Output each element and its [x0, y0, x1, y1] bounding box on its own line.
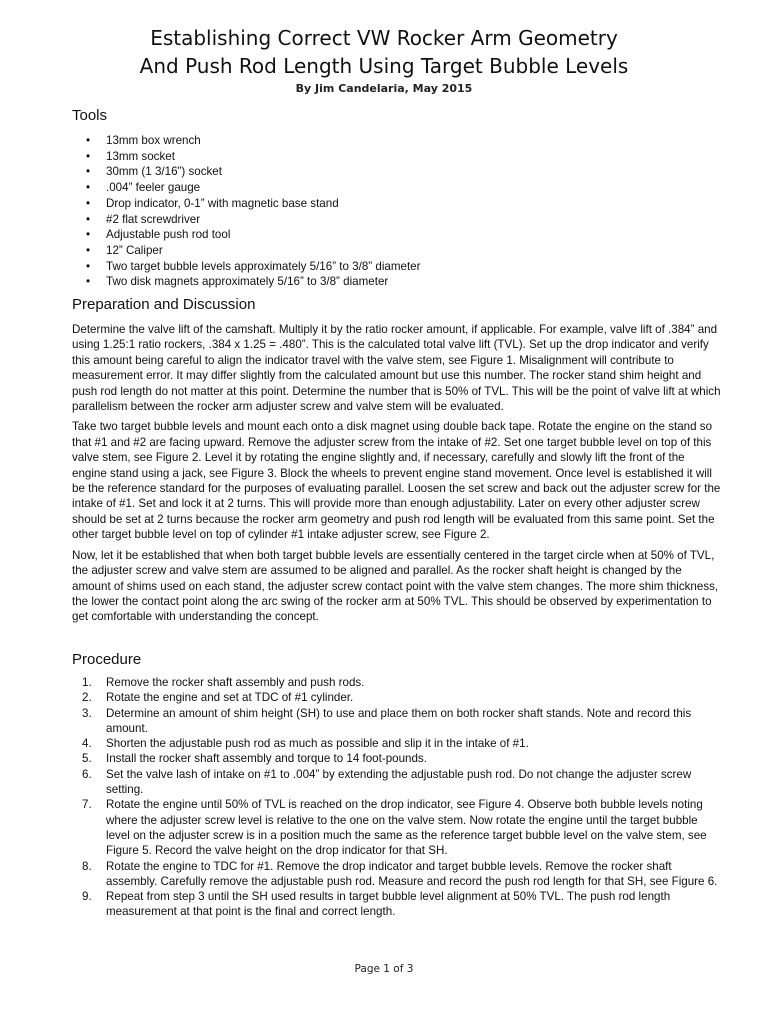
list-item [72, 889, 722, 920]
step-text: Rotate the engine and set at TDC of #1 cylinder. [106, 691, 354, 705]
list-item [72, 736, 722, 751]
paragraph: Take two target bubble levels and mount each onto a disk magnet using double back tape. Rotate the engine on the stand so that #1 and #2 are facing upward. Remove the adjuster screw from the intake of #2. Set one target bubble level on top of this valve stem, see Figure 2. Level it by rotating the engine slightly and, if necessary, carefully and slowly lift the front of the engine stand using a jack, see Figure 3. Block the wheels to prevent engine stand movement. Once level is established it will be the reference standard for the purposes of evaluating parallel. Loosen the set screw and back out the adjuster screw for the intake of #1. Set and lock it at 2 turns. This will provide more than enough adjustability. Later on every other adjuster screw should be set at 2 turns because the rocker arm geometry and push rod length will be evaluated from this same point. Set the other target bubble level on top of cylinder #1 intake adjuster screw, see Figure 2. [72, 420, 721, 542]
bullet-icon: • [86, 275, 91, 289]
list-item [72, 274, 672, 290]
bullet-icon: • [86, 228, 91, 242]
author-byline: By Jim Candelaria, May 2015 [295, 82, 473, 95]
list-item [72, 133, 672, 149]
tool-item-text: #2 flat screwdriver [106, 212, 201, 226]
paragraph: Determine the valve lift of the camshaft. Multiply it by the ratio rocker amount, if applicable. For example, valve lift of .384” and using 1.25:1 ratio rockers, .384 x 1.25 = .480”. This is the calculated total valve lift (TVL). Set up the drop indicator and verify this amount being careful to align the indicator travel with the valve stem, see Figure 1. Misalignment will contribute to measurement error. It may differ slightly from the calculated amount but use this number. The rocker stand shim height and push rod length do not matter at this point. Determine the number that is 50% of TVL. This will be the point of valve lift at which parallelism between the rocker arm adjuster screw and valve stem will be evaluated. [72, 323, 721, 414]
step-number: 6. [82, 767, 92, 781]
list-item [72, 751, 722, 766]
tools-heading: Tools [72, 107, 108, 124]
list-item [72, 243, 672, 259]
tools-list [72, 133, 672, 290]
procedure-list [72, 675, 722, 920]
bullet-icon: • [86, 149, 91, 163]
list-item [72, 690, 722, 705]
list-item [72, 706, 722, 737]
document-title-line-2: And Push Rod Length Using Target Bubble Levels [139, 54, 629, 78]
step-number: 7. [82, 798, 92, 812]
list-item [72, 859, 722, 890]
list-item [72, 797, 722, 858]
bullet-icon: • [86, 259, 91, 273]
list-item [72, 259, 672, 275]
bullet-icon: • [86, 181, 91, 195]
step-number: 4. [82, 737, 92, 751]
list-item [72, 196, 672, 212]
tool-item-text: Drop indicator, 0-1” with magnetic base stand [106, 196, 339, 210]
step-text: Rotate the engine to TDC for #1. Remove the drop indicator and target bubble levels. Remove the rocker shaft assembly. Carefully remove the adjustable push rod. Measure and record the push rod length for that SH, see Figure 6. [106, 859, 718, 888]
tool-item-text: 30mm (1 3/16”) socket [106, 165, 222, 179]
bullet-icon: • [86, 212, 91, 226]
step-number: 5. [82, 752, 92, 766]
tool-item-text: 13mm socket [106, 149, 175, 163]
step-number: 2. [82, 691, 92, 705]
list-item [72, 767, 722, 798]
bullet-icon: • [86, 134, 91, 147]
list-item [72, 180, 672, 196]
tool-item-text: Two disk magnets approximately 5/16” to 3/8” diameter [106, 275, 389, 289]
list-item [72, 212, 672, 228]
bullet-icon: • [86, 243, 91, 257]
tool-item-text: Adjustable push rod tool [106, 228, 231, 242]
preparation-heading: Preparation and Discussion [72, 296, 256, 313]
step-text: Determine an amount of shim height (SH) to use and place them on both rocker shaft stands. Note and record this amount. [106, 706, 692, 735]
tool-item-text: 13mm box wrench [106, 134, 201, 147]
preparation-body [72, 322, 722, 630]
step-text: Shorten the adjustable push rod as much as possible and slip it in the intake of #1. [106, 737, 529, 751]
tool-item-text: 12” Caliper [106, 243, 163, 257]
document-title-line-1: Establishing Correct VW Rocker Arm Geometry [150, 26, 618, 50]
step-text: Set the valve lash of intake on #1 to .004” by extending the adjustable push rod. Do not change the adjuster screw setting. [106, 767, 692, 797]
list-item [72, 149, 672, 165]
procedure-heading: Procedure [72, 651, 142, 668]
tool-item-text: .004” feeler gauge [106, 181, 201, 195]
bullet-icon: • [86, 196, 91, 210]
list-item [72, 164, 672, 180]
step-number: 3. [82, 706, 92, 720]
paragraph: Now, let it be established that when both target bubble levels are essentially centered in the target circle when at 50% of TVL, the adjuster screw and valve stem are assumed to be aligned and parallel. As the rocker shaft height is changed by the amount of shims used on each stand, the adjuster screw contact point with the valve stem changes. The more shim thickness, the lower the contact point along the arc swing of the rocker arm at 50% TVL. This should be observed by experimentation to get comfortable with understanding the concept. [72, 548, 719, 624]
bullet-icon: • [86, 165, 91, 179]
step-text: Install the rocker shaft assembly and torque to 14 foot-pounds. [106, 752, 427, 766]
page-number-footer: Page 1 of 3 [354, 963, 414, 975]
step-number: 1. [82, 676, 92, 689]
step-text: Rotate the engine until 50% of TVL is reached on the drop indicator, see Figure 4. Observe both bubble levels noting where the adjuster screw level is relative to the one on the valve stem. Now rotate the engine until the target bubble level on the adjuster screw is in a position much the same as the reference target bubble level on the valve stem, see Figure 5. Record the valve height on the drop indicator for that SH. [106, 798, 707, 858]
list-item [72, 675, 722, 690]
step-text: Remove the rocker shaft assembly and push rods. [106, 676, 365, 689]
list-item [72, 227, 672, 243]
step-number: 9. [82, 890, 92, 904]
tool-item-text: Two target bubble levels approximately 5/16” to 3/8” diameter [106, 259, 421, 273]
step-text: Repeat from step 3 until the SH used results in target bubble level alignment at 50% TVL. The push rod length measurement at that point is the final and correct length. [106, 890, 671, 919]
step-number: 8. [82, 859, 92, 873]
